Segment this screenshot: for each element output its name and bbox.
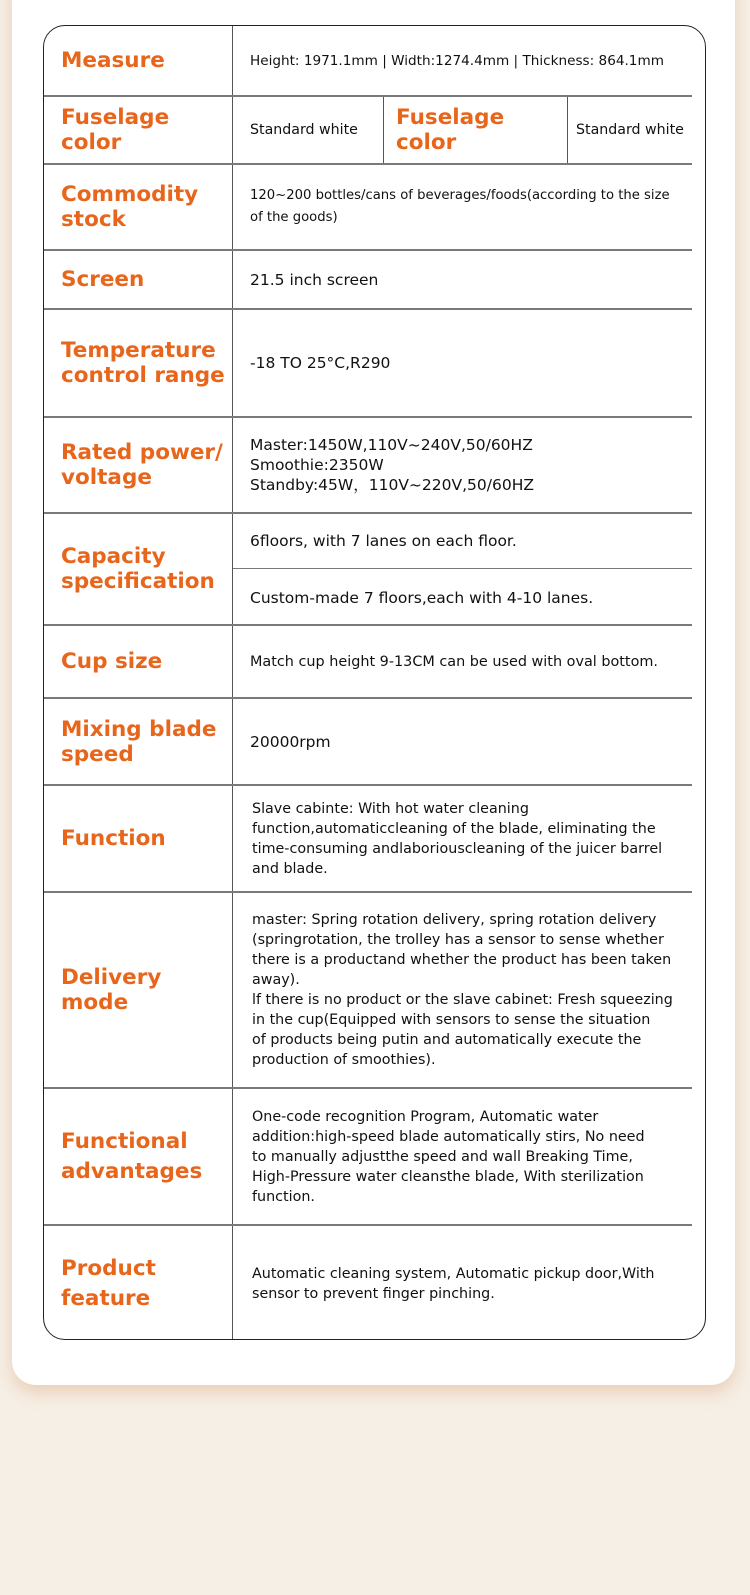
spec-value-secondary: Standard white bbox=[576, 122, 684, 138]
spec-value-cell bbox=[233, 310, 706, 416]
spec-row-screen bbox=[44, 251, 692, 310]
spec-label: Capacity specification bbox=[61, 544, 215, 594]
spec-value-cell bbox=[233, 893, 706, 1087]
spec-label-cell bbox=[44, 418, 233, 512]
spec-label: Screen bbox=[61, 267, 145, 292]
spec-row-product-feature bbox=[44, 1226, 692, 1340]
spec-label-cell bbox=[44, 165, 233, 249]
spec-label-cell bbox=[44, 26, 233, 95]
spec-value: Match cup height 9-13CM can be used with oval bottom. bbox=[250, 653, 658, 670]
spec-value-cell bbox=[233, 26, 706, 95]
spec-row-delivery-mode bbox=[44, 893, 692, 1089]
spec-value-cell bbox=[233, 165, 706, 249]
spec-value: Height: 1971.1mm | Width:1274.4mm | Thickness: 864.1mm bbox=[250, 52, 664, 69]
spec-label-cell bbox=[44, 1226, 233, 1340]
spec-value: 20000rpm bbox=[250, 732, 331, 751]
spec-label: Functional advantages bbox=[61, 1128, 203, 1184]
spec-label: Fuselage color bbox=[61, 105, 170, 155]
spec-value-cell-secondary bbox=[567, 97, 702, 163]
spec-label: Measure bbox=[61, 48, 165, 73]
spec-row-temperature-control-range bbox=[44, 310, 692, 418]
spec-row-mixing-blade-speed bbox=[44, 699, 692, 786]
spec-label-secondary: Fuselage color bbox=[396, 105, 505, 155]
spec-label-cell bbox=[44, 251, 233, 308]
spec-value-cell bbox=[233, 1226, 706, 1340]
spec-value: Custom-made 7 floors,each with 4-10 lanes. bbox=[250, 588, 594, 607]
spec-label-cell bbox=[44, 626, 233, 697]
spec-label: Cup size bbox=[61, 649, 163, 674]
spec-value-cell bbox=[233, 786, 706, 891]
spec-label-cell-secondary bbox=[383, 97, 567, 163]
spec-label: Commodity stock bbox=[61, 182, 199, 232]
spec-value: master: Spring rotation delivery, spring rotation delivery (springrotation, the trolley has a sensor to sense whether there is a productand whether the product has been taken away). lf there is no product or the slave cabinet: Fresh squeezing in the cup(Equipped with sensors to sense the situation of products being putin and automatically execute the production of smoothies). bbox=[252, 912, 673, 1068]
spec-row-fuselage-color bbox=[44, 97, 692, 165]
spec-label-cell bbox=[44, 786, 233, 891]
spec-value-cell bbox=[233, 1089, 706, 1224]
spec-label: Mixing blade speed bbox=[61, 716, 217, 767]
spec-value-cell bbox=[233, 418, 706, 512]
spec-value-cell bbox=[233, 514, 692, 568]
spec-value: 21.5 inch screen bbox=[250, 270, 379, 289]
spec-value: -18 TO 25°C,R290 bbox=[250, 354, 391, 372]
spec-label-cell bbox=[44, 514, 233, 624]
spec-value: 6floors, with 7 lanes on each floor. bbox=[250, 532, 517, 550]
spec-row-functional-advantages bbox=[44, 1089, 692, 1226]
spec-row-commodity-stock bbox=[44, 165, 692, 251]
spec-row-function bbox=[44, 786, 692, 893]
spec-row-capacity-specification bbox=[44, 514, 692, 626]
spec-value: Master:1450W,110V~240V,50/60HZ Smoothie:2350W Standby:45W，110V~220V,50/60HZ bbox=[250, 436, 534, 494]
spec-label: Product feature bbox=[61, 1255, 156, 1311]
spec-value: 120~200 bottles/cans of beverages/foods(according to the size of the goods) bbox=[250, 188, 670, 225]
spec-label-cell bbox=[44, 310, 233, 416]
spec-label: Rated power/ voltage bbox=[61, 440, 223, 490]
spec-label-cell bbox=[44, 1089, 233, 1224]
spec-label: Delivery mode bbox=[61, 965, 162, 1015]
spec-row-measure bbox=[44, 26, 692, 97]
spec-label-cell bbox=[44, 893, 233, 1087]
spec-label-cell bbox=[44, 699, 233, 784]
spec-value-cell bbox=[233, 251, 706, 308]
spec-label: Temperature control range bbox=[61, 338, 225, 388]
spec-table bbox=[43, 25, 706, 1340]
spec-value-cell bbox=[233, 569, 692, 626]
spec-value: Slave cabinte: With hot water cleaning function,automaticcleaning of the blade, eliminating the time-consuming andlaboriouscleaning of the juicer barrel and blade. bbox=[252, 800, 663, 877]
spec-value: One-code recognition Program, Automatic water addition:high-speed blade automatically stirs, No need to manually adjustthe speed and wall Breaking Time, High-Pressure water cleansthe blade, With sterilization function. bbox=[252, 1108, 645, 1205]
spec-label: Function bbox=[61, 826, 166, 851]
spec-value: Automatic cleaning system, Automatic pickup door,With sensor to prevent finger pinching. bbox=[252, 1265, 655, 1302]
spec-label-cell bbox=[44, 97, 233, 163]
spec-row-rated-power-voltage bbox=[44, 418, 692, 514]
spec-value-cell bbox=[233, 699, 706, 784]
spec-value-cell bbox=[233, 626, 706, 697]
spec-value: Standard white bbox=[250, 122, 358, 138]
spec-value-cell bbox=[233, 97, 383, 163]
spec-row-cup-size bbox=[44, 626, 692, 699]
